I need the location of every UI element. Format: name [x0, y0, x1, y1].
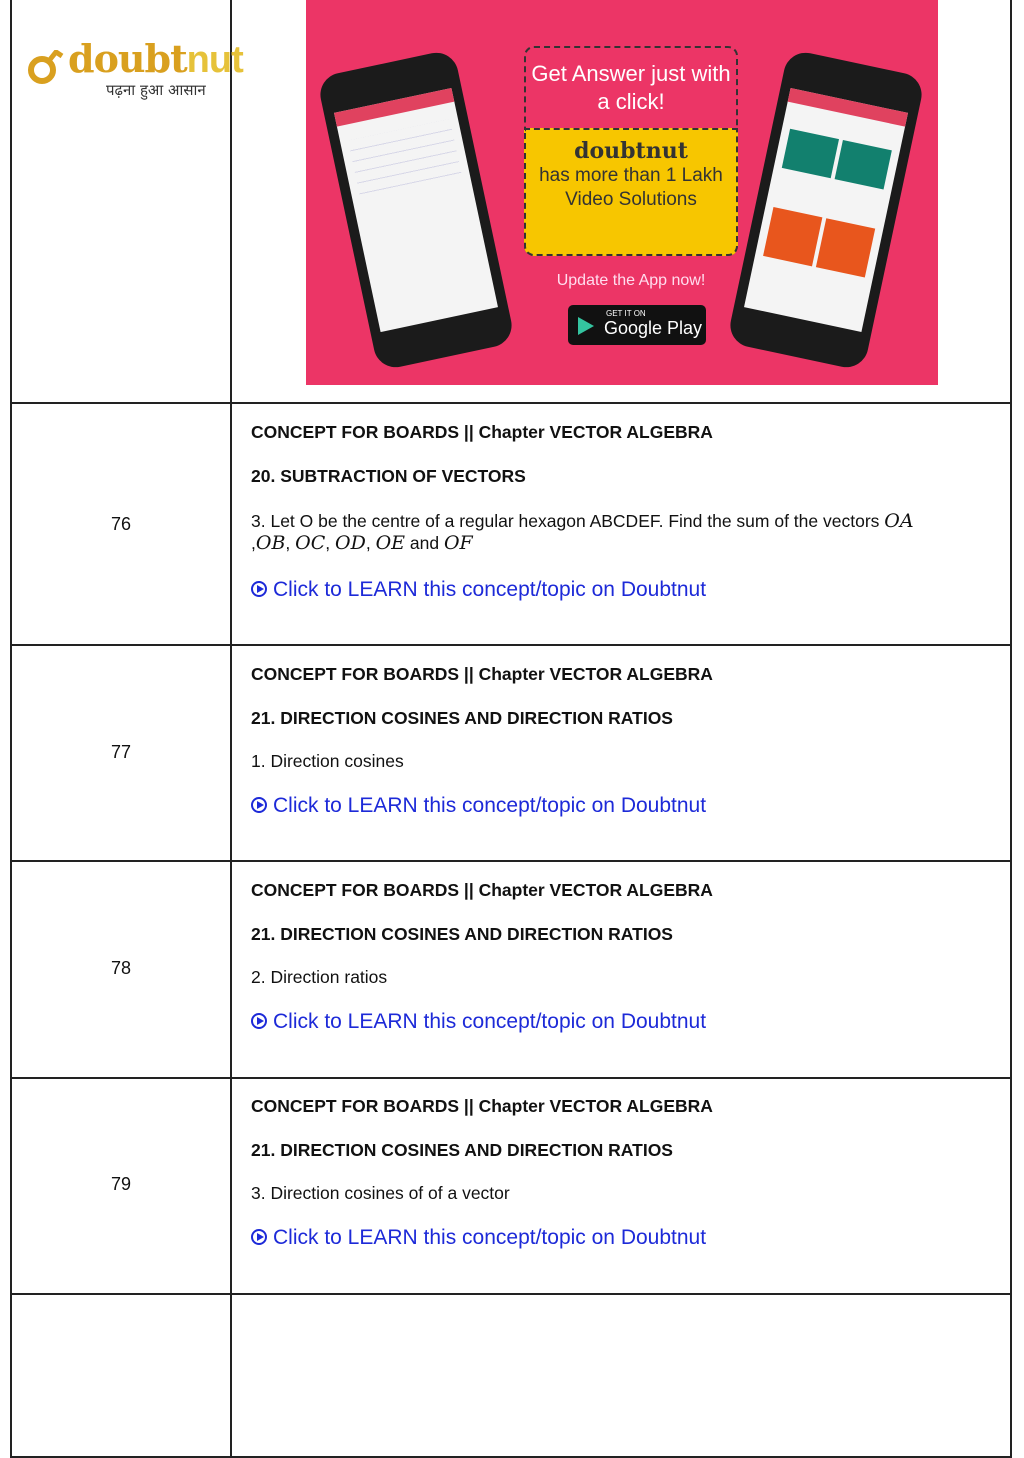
math-oc: OC — [295, 532, 326, 554]
learn-link-label: Click to LEARN this concept/topic on Doubtnut — [273, 1010, 707, 1033]
question-text: 2. Direction ratios — [251, 967, 388, 987]
play-circle-icon — [251, 1013, 267, 1029]
google-play-button[interactable] — [568, 305, 706, 345]
doubtnut-logo — [28, 36, 243, 110]
row-number: 76 — [110, 514, 132, 534]
question-text: 3. Let O be the centre of a regular hexagon ABCDEF. Find the sum of the vectors OA ,OB, OC, OD, OE and OF — [251, 510, 914, 554]
store-big-label: Google Play — [604, 318, 703, 338]
learn-link-label: Click to LEARN this concept/topic on Doubtnut — [273, 578, 707, 601]
math-of: OF — [443, 532, 473, 554]
promo-brand: doubtnut — [574, 138, 688, 164]
logo-word-a: doubt — [68, 36, 187, 81]
learn-concept-link[interactable] — [251, 578, 706, 602]
row-divider — [10, 1077, 1012, 1079]
math-ob: OB — [255, 532, 286, 554]
play-circle-icon — [251, 1229, 267, 1245]
learn-link-label: Click to LEARN this concept/topic on Doubtnut — [273, 794, 707, 817]
question-text: 1. Direction cosines — [251, 751, 404, 771]
update-app-text: Update the App now! — [556, 272, 706, 289]
row-divider — [10, 644, 1012, 646]
play-circle-icon — [251, 581, 267, 597]
row-divider — [10, 860, 1012, 862]
promo-headline: Get Answer just with a click! — [531, 61, 731, 114]
app-promo-banner[interactable] — [306, 0, 938, 385]
math-oe: OE — [375, 532, 406, 554]
phone-mockup-left — [316, 49, 515, 372]
play-circle-icon — [251, 797, 267, 813]
row-divider — [10, 402, 1012, 404]
row-divider — [10, 1293, 1012, 1295]
promo-body: has more than 1 Lakh Video Solutions — [539, 165, 723, 210]
row-number: 78 — [110, 958, 132, 978]
concept-heading: CONCEPT FOR BOARDS || Chapter VECTOR ALGEBRA — [251, 880, 713, 900]
math-od: OD — [335, 532, 366, 554]
section-title: 21. DIRECTION COSINES AND DIRECTION RATIOS — [251, 1140, 673, 1160]
promo-yellow-box — [524, 128, 738, 256]
row-number: 79 — [110, 1174, 132, 1194]
section-title: 21. DIRECTION COSINES AND DIRECTION RATIOS — [251, 708, 673, 728]
column-divider — [230, 0, 232, 1458]
question-text: 3. Direction cosines of of a vector — [251, 1183, 510, 1203]
learn-concept-link[interactable] — [251, 1226, 706, 1250]
phone-mockup-right — [726, 49, 925, 372]
logo-wordmark — [68, 36, 243, 82]
store-small-label: GET IT ON — [606, 309, 646, 318]
math-oa: OA — [884, 510, 914, 532]
concept-heading: CONCEPT FOR BOARDS || Chapter VECTOR ALGEBRA — [251, 664, 713, 684]
question-text-body: 3. Let O be the centre of a regular hexagon ABCDEF. Find the sum of the vectors — [251, 511, 880, 531]
learn-concept-link[interactable] — [251, 1010, 706, 1034]
math-and: and — [409, 533, 440, 553]
doubtnut-logo-icon — [28, 50, 64, 86]
concept-heading: CONCEPT FOR BOARDS || Chapter VECTOR ALGEBRA — [251, 422, 713, 442]
learn-concept-link[interactable] — [251, 794, 706, 818]
google-play-icon — [578, 317, 594, 335]
section-title: 20. SUBTRACTION OF VECTORS — [251, 466, 526, 486]
row-number: 77 — [110, 742, 132, 762]
section-title: 21. DIRECTION COSINES AND DIRECTION RATIOS — [251, 924, 673, 944]
learn-link-label: Click to LEARN this concept/topic on Doubtnut — [273, 1226, 707, 1249]
logo-tagline: पढ़ना हुआ आसान — [106, 81, 206, 99]
concept-heading: CONCEPT FOR BOARDS || Chapter VECTOR ALGEBRA — [251, 1096, 713, 1116]
logo-word-b: nut — [186, 39, 243, 81]
